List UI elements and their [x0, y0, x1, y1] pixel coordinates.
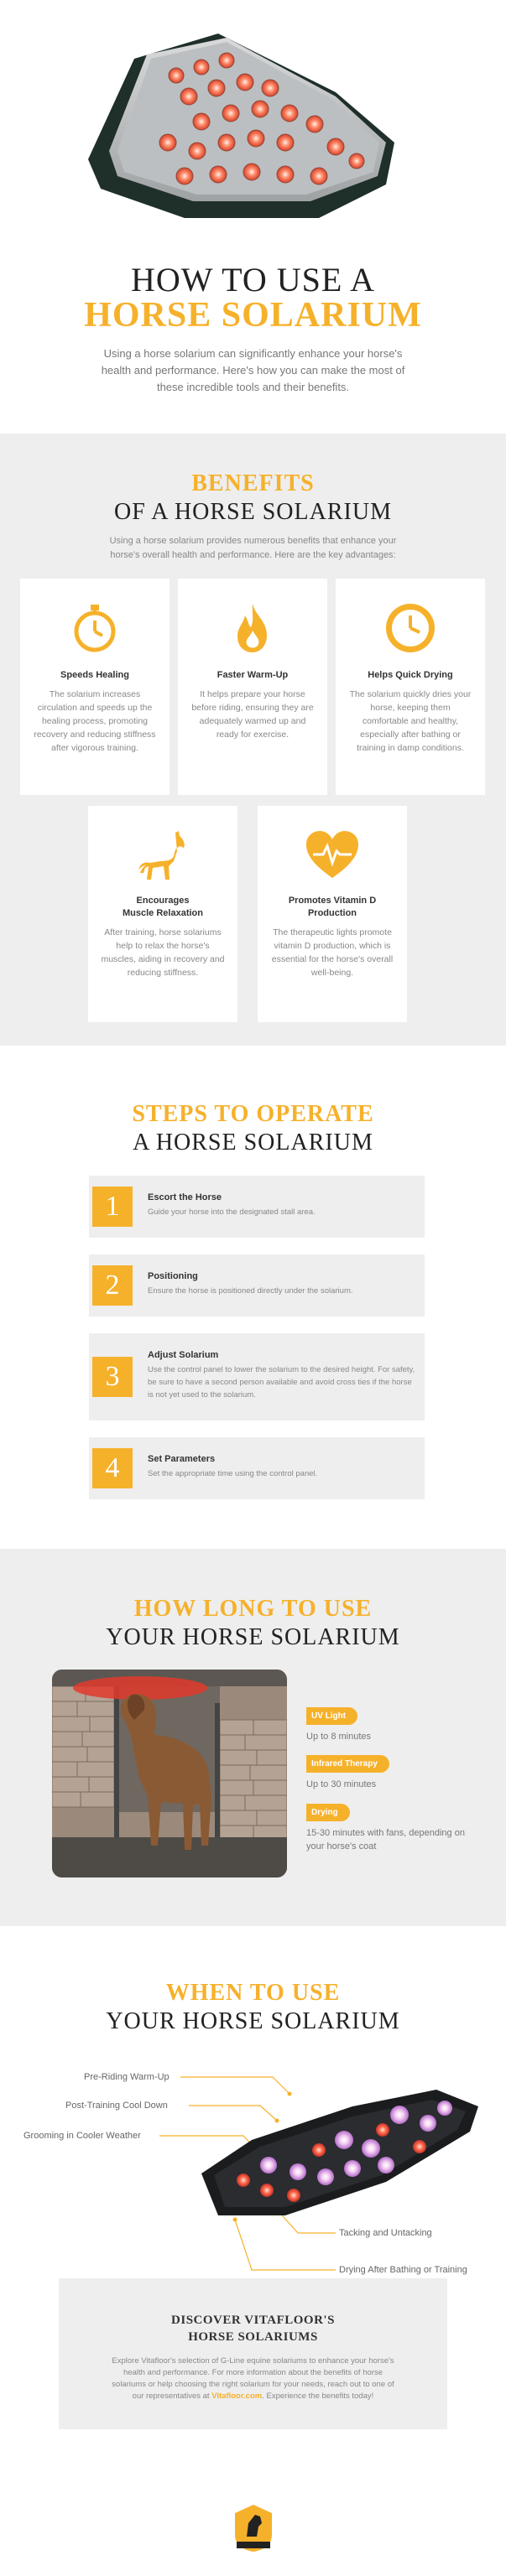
benefit-desc: The solarium quickly dries your horse, keeping them comfortable and healthy, especially after bathing or training in damp conditions.: [349, 689, 472, 753]
step-item: [89, 1176, 425, 1238]
benefits-section: [0, 434, 506, 1046]
hero-intro-text: Using a horse solarium can significantly enhance your horse's health and performance. Here's how you can make the most of these incredible tools and their benefits.: [101, 347, 405, 393]
duration-item: [306, 1804, 466, 1853]
benefits-title-line2: OF A HORSE SOLARIUM: [114, 499, 392, 525]
benefit-title: Encourages Muscle Relaxation: [123, 896, 203, 918]
vitafloor-logo: [232, 2503, 275, 2553]
when-item: Drying After Bathing or Training: [339, 2265, 467, 2275]
step-title: Positioning: [148, 1271, 198, 1281]
duration-item: [306, 1755, 466, 1791]
step-item: [89, 1254, 425, 1317]
solarium-lamp-image: [84, 8, 445, 226]
duration-label: Infrared Therapy: [306, 1755, 389, 1773]
benefit-card: [336, 579, 485, 795]
step-number: 1: [89, 1176, 136, 1238]
discover-section: [59, 2278, 447, 2429]
step-title: Adjust Solarium: [148, 1350, 219, 1360]
benefit-title: Faster Warm-Up: [216, 670, 289, 680]
horse-icon: [135, 828, 190, 883]
heart-pulse-icon: [305, 828, 360, 883]
step-desc: Set the appropriate time using the control panel.: [148, 1469, 318, 1478]
benefits-intro-text: Using a horse solarium provides numerous benefits that enhance your horse's overall health and performance. Here are the key advantages:: [109, 536, 397, 560]
discover-title-line1: DISCOVER VITAFLOOR'S: [171, 2314, 335, 2327]
steps-title-line1: STEPS TO OPERATE: [132, 1101, 374, 1127]
benefit-title: Helps Quick Drying: [368, 670, 453, 680]
discover-title: [59, 2312, 447, 2345]
step-number: 3: [89, 1333, 136, 1420]
benefit-card: [88, 806, 237, 1022]
steps-title-line2: A HORSE SOLARIUM: [133, 1130, 373, 1156]
when-item: Grooming in Cooler Weather: [23, 2131, 141, 2141]
flame-icon: [225, 600, 280, 656]
benefits-title-line1: BENEFITS: [191, 470, 315, 496]
discover-title-line2: HORSE SOLARIUMS: [188, 2330, 318, 2344]
vitafloor-link[interactable]: Vitafloor.com: [211, 2392, 263, 2401]
benefit-title: Speeds Healing: [60, 670, 129, 680]
benefit-card: [20, 579, 170, 795]
step-item: [89, 1437, 425, 1499]
duration-value: Up to 8 minutes: [306, 1732, 372, 1742]
when-title-line2: YOUR HORSE SOLARIUM: [106, 2008, 400, 2034]
step-title: Set Parameters: [148, 1454, 216, 1464]
step-desc: Ensure the horse is positioned directly under the solarium.: [148, 1286, 353, 1296]
benefit-title: Promotes Vitamin D Production: [288, 896, 377, 918]
duration-item: [306, 1707, 466, 1743]
benefit-desc: The therapeutic lights promote vitamin D production, which is essential for the horse's overall well-being.: [271, 927, 394, 978]
horse-in-stall-photo: [52, 1670, 287, 1877]
step-title: Escort the Horse: [148, 1192, 222, 1202]
when-item: Tacking and Untacking: [339, 2228, 432, 2238]
duration-value: 15-30 minutes with fans, depending on your horse's coat: [306, 1828, 465, 1852]
when-section: [0, 1926, 506, 2312]
benefit-card: [258, 806, 407, 1022]
steps-section: [0, 1046, 506, 1549]
hero-section: [0, 0, 506, 393]
how-long-title-line1: HOW LONG TO USE: [133, 1596, 373, 1622]
clock-icon: [383, 600, 438, 656]
how-long-title-line2: YOUR HORSE SOLARIUM: [106, 1624, 400, 1650]
when-item: Pre-Riding Warm-Up: [84, 2072, 170, 2082]
step-item: [89, 1333, 425, 1420]
stopwatch-icon: [67, 600, 123, 656]
when-title-line1: WHEN TO USE: [165, 1980, 341, 2006]
step-desc: Guide your horse into the designated stall area.: [148, 1208, 316, 1217]
hero-title-line1: HOW TO USE A: [131, 261, 375, 299]
hero-title-line2: HORSE SOLARIUM: [84, 296, 422, 335]
benefit-card: [178, 579, 327, 795]
duration-label: Drying: [306, 1804, 350, 1821]
discover-desc: Explore Vitafloor's selection of G-Line equine solariums to enhance your horse's health and performance. For more information about the benefits of horse solariums or help choosing the right solarium for your needs, reach out to one of our representatives at Vitafloor.com. Experience the benefits today!: [112, 2356, 394, 2401]
how-long-section: [0, 1549, 506, 1926]
benefit-desc: After training, horse solariums help to relax the horse's muscles, aiding in recovery and reducing stiffness.: [101, 927, 225, 978]
benefit-desc: It helps prepare your horse before riding, ensuring they are adequately warmed up and ready for exercise.: [191, 689, 314, 740]
solarium-lamp-lit-image: [185, 2081, 487, 2224]
when-item: Post-Training Cool Down: [65, 2101, 168, 2111]
step-number: 4: [89, 1437, 136, 1499]
duration-value: Up to 30 minutes: [306, 1779, 377, 1789]
duration-label: UV Light: [306, 1707, 357, 1725]
step-number: 2: [89, 1254, 136, 1317]
benefit-desc: The solarium increases circulation and speeds up the healing process, promoting recovery and reducing stiffness after vigorous training.: [34, 689, 156, 753]
step-desc: Use the control panel to lower the solarium to the desired height. For safety, be sure to have a second person available and avoid cross ties if the horse is not yet used to the solarium.: [148, 1365, 415, 1400]
